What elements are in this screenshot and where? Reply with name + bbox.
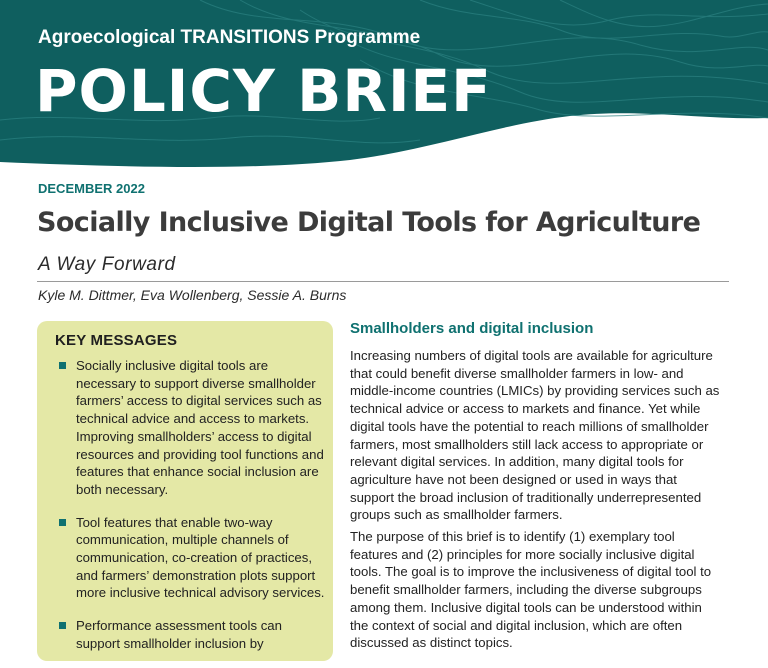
square-bullet-icon <box>59 622 66 629</box>
body-paragraph: Increasing numbers of digital tools are available for agriculture that could benefit diverse smallholder farmers in low- and middle-income countries (LMICs) by providing services such as technical advice or access to markets and finance. Yet while digital tools have the potential to reach millions of smallholder farmers, most smallholders still lack access to appropriate or relevant digital services. In addition, many digital tools for agriculture have not been designed or used in ways that support the broad inclusion of traditionally underrepresented groups such as smallholder farmers. <box>350 348 720 523</box>
publication-date: DECEMBER 2022 <box>38 181 145 196</box>
section-heading: Smallholders and digital inclusion <box>350 320 594 337</box>
authors: Kyle M. Dittmer, Eva Wollenberg, Sessie A. Burns <box>38 287 347 303</box>
list-item <box>55 617 325 652</box>
body-paragraph: The purpose of this brief is to identify (1) exemplary tool features and (2) principles for more socially inclusive digital tools. The goal is to improve the inclusiveness of digital tool to benefit smallholder farmers, including the diverse subgroups among them. Inclusive digital tools can be understood within the context of social and digital inclusion, which are often discussed as distinct topics. <box>350 529 712 651</box>
square-bullet-icon <box>59 519 66 526</box>
square-bullet-icon <box>59 362 66 369</box>
document-type: POLICY BRIEF <box>35 57 492 125</box>
key-messages-box <box>37 321 333 661</box>
list-item <box>55 514 325 603</box>
title-divider <box>37 281 729 282</box>
brief-subtitle: A Way Forward <box>38 254 176 275</box>
brief-title: Socially Inclusive Digital Tools for Agriculture <box>37 207 701 238</box>
key-messages-list <box>55 357 325 668</box>
key-message-text: Tool features that enable two-way communication, multiple channels of communication, co-creation of practices, and farmers’ demonstration plots support more inclusive technical advisory services. <box>76 514 325 601</box>
list-item <box>55 357 325 499</box>
key-message-text: Socially inclusive digital tools are necessary to support diverse smallholder farmers’ access to digital services such as technical advice and access to markets. Improving smallholders’ access to digital resources and providing tool functions and features that enhance social inclusion are both necessary. <box>76 358 324 497</box>
programme-name: Agroecological TRANSITIONS Programme <box>38 27 421 48</box>
key-message-text: Performance assessment tools can support smallholder inclusion by <box>76 618 282 651</box>
key-messages-heading: KEY MESSAGES <box>55 332 178 349</box>
header-banner <box>0 0 768 170</box>
